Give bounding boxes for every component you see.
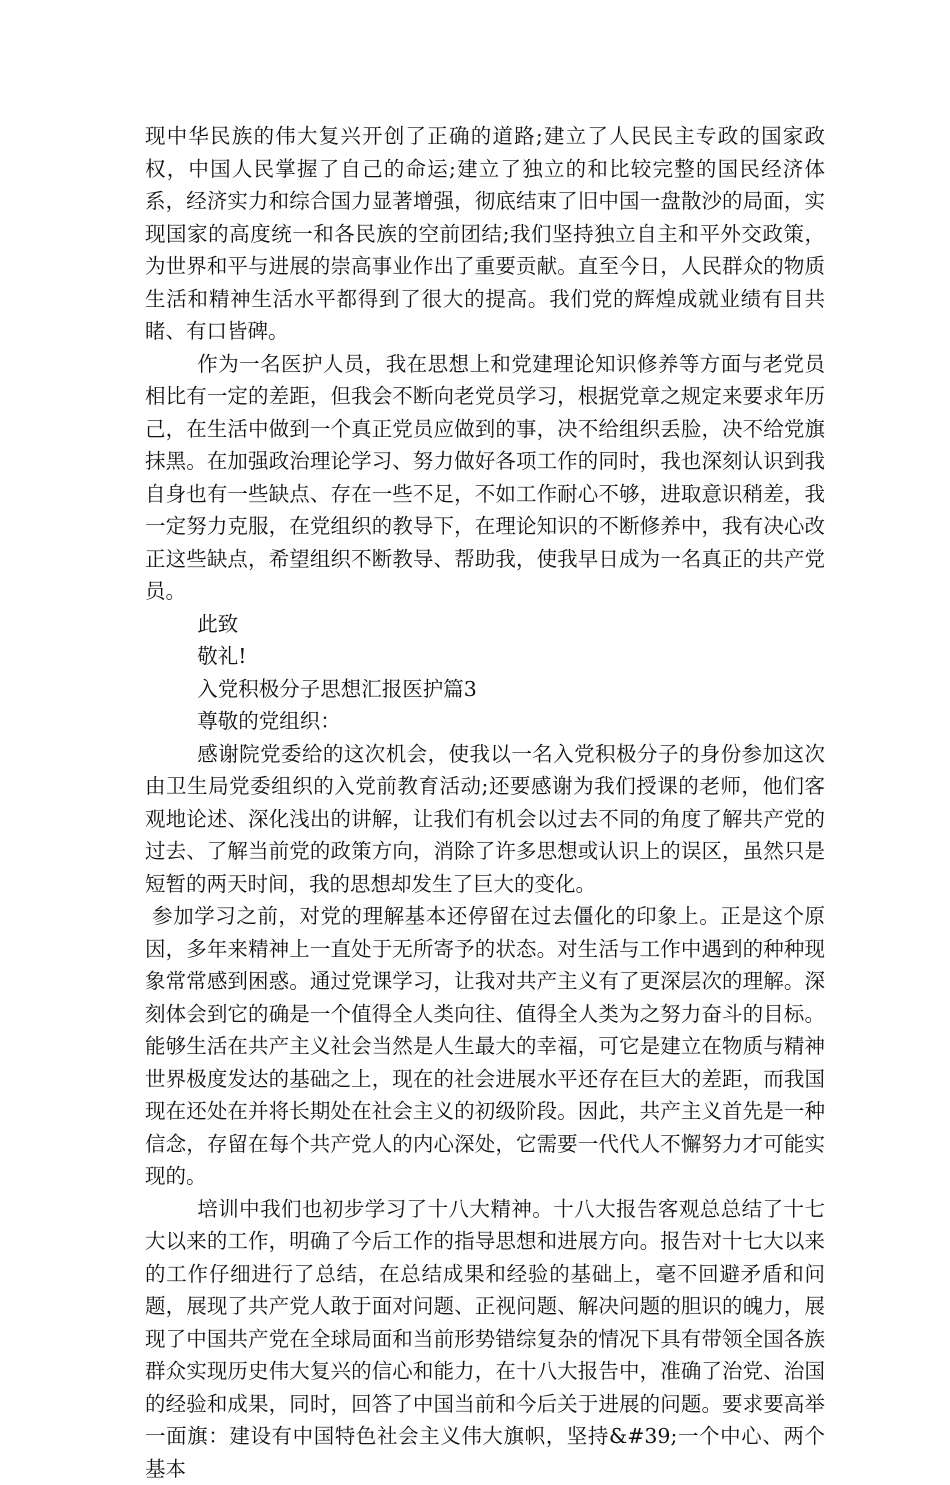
greeting-line: 尊敬的党组织： <box>145 705 825 738</box>
section-title: 入党积极分子思想汇报医护篇3 <box>145 673 825 706</box>
closing-salutation: 此致 <box>145 608 825 641</box>
paragraph-5: 培训中我们也初步学习了十八大精神。十八大报告客观总总结了十七大以来的工作，明确了今后工作的指导思想和进展方向。报告对十七大以来的工作仔细进行了总结，在总结成果和经验的基础上，毫不回避矛盾和问题，展现了共产党人敢于面对问题、正视问题、解决问题的胆识的魄力，展现了中国共产党在全球局面和当前形势错综复杂的情况下具有带领全国各族群众实现历史伟大复兴的信心和能力，在十八大报告中，准确了治党、治国的经验和成果，同时，回答了中国当前和今后关于进展的问题。要求要高举一面旗：建设有中国特色社会主义伟大旗帜，坚持&#39;一个中心、两个基本 <box>145 1193 825 1485</box>
paragraph-2: 作为一名医护人员，我在思想上和党建理论知识修养等方面与老党员相比有一定的差距，但我会不断向老党员学习，根据党章之规定来要求年历己，在生活中做到一个真正党员应做到的事，决不给组织丢脸，决不给党旗抹黑。在加强政治理论学习、努力做好各项工作的同时，我也深刻认识到我自身也有一些缺点、存在一些不足，不如工作耐心不够，进取意识稍差，我一定努力克服，在党组织的教导下，在理论知识的不断修养中，我有决心改正这些缺点，希望组织不断教导、帮助我，使我早日成为一名真正的共产党员。 <box>145 348 825 608</box>
closing-regards: 敬礼! <box>145 640 825 673</box>
paragraph-3: 感谢院党委给的这次机会，使我以一名入党积极分子的身份参加这次由卫生局党委组织的入党前教育活动;还要感谢为我们授课的老师，他们客观地论述、深化浅出的讲解，让我们有机会以过去不同的角度了解共产党的过去、了解当前党的政策方向，消除了许多思想或认识上的误区，虽然只是短暂的两天时间，我的思想却发生了巨大的变化。 <box>145 738 825 901</box>
paragraph-1: 现中华民族的伟大复兴开创了正确的道路;建立了人民民主专政的国家政权，中国人民掌握了自己的命运;建立了独立的和比较完整的国民经济体系，经济实力和综合国力显著增强，彻底结束了旧中国一盘散沙的局面，实现国家的高度统一和各民族的空前团结;我们坚持独立自主和平外交政策，为世界和平与进展的崇高事业作出了重要贡献。直至今日，人民群众的物质生活和精神生活水平都得到了很大的提高。我们党的辉煌成就业绩有目共睹、有口皆碑。 <box>145 120 825 348</box>
paragraph-4: 参加学习之前，对党的理解基本还停留在过去僵化的印象上。正是这个原因，多年来精神上一直处于无所寄予的状态。对生活与工作中遇到的种种现象常常感到困惑。通过党课学习，让我对共产主义有了更深层次的理解。深刻体会到它的确是一个值得全人类向往、值得全人类为之努力奋斗的目标。能够生活在共产主义社会当然是人生最大的幸福，可它是建立在物质与精神世界极度发达的基础之上，现在的社会进展水平还存在巨大的差距，而我国现在还处在并将长期处在社会主义的初级阶段。因此，共产主义首先是一种信念，存留在每个共产党人的内心深处，它需要一代代人不懈努力才可能实现的。 <box>145 900 825 1193</box>
document-body <box>145 120 825 1485</box>
